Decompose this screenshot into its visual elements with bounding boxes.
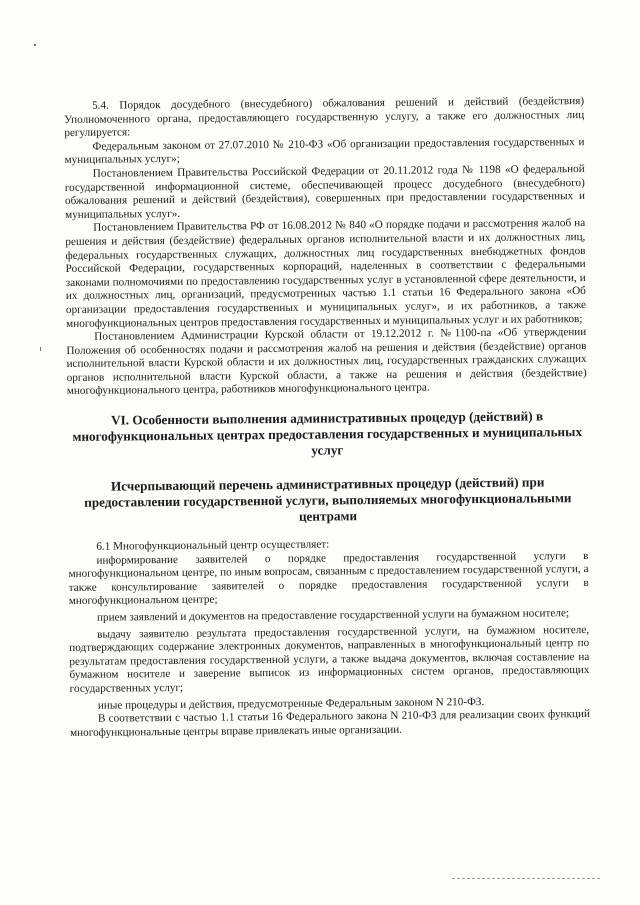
mfc-function-item: информирование заявителей о порядке предоставления государственной услуги в многофункциональном центре, по иным вопросам, связанным с предоставлением государственной услуги, а также консультирование заявителей о порядке предоставления государственной услуги в многофункциональном центре; <box>68 549 589 608</box>
legal-basis-item: Постановлением Правительства РФ от 16.08.2012 № 840 «О порядке подачи и рассмотрения жалоб на решения и действия (бездействие) федеральных органов исполнительной власти и их должностных лиц, федеральных государственных служащих, должностных лиц государственных внебюджетных фондов Российской Федерации, государственных корпораций, наделенных в соответствии с федеральными законами полномочиями по предоставлению государственных услуг в установленной сфере деятельности, и их должностных лиц, организаций, предусмотренных частью 1.1 статьи 16 Федерального закона «Об организации предоставления государственных и муниципальных услуг», и их работников, а также многофункциональных центров предоставления государственных и муниципальных услуг и их работников; <box>65 217 587 330</box>
footer-line <box>452 878 600 879</box>
mfc-function-item: иные процедуры и действия, предусмотренные Федеральным законом N 210-ФЗ. <box>97 695 485 712</box>
mfc-function-item: прием заявлений и документов на предоставление государственной услуги на бумажном носителе; <box>96 607 570 624</box>
document-body <box>64 95 590 740</box>
paragraph-6-1: 6.1 Многофункциональный центр осуществляет: <box>96 538 330 553</box>
section-6-title: VI. Особенности выполнения административных процедур (действий) в многофункциональных центрах предоставления государственных и муниципальных услуг <box>72 408 583 458</box>
legal-basis-item: Постановлением Правительства Российской Федерации от 20.11.2012 года № 1198 «О федеральной государственной информационной системе, обеспечивающей процесс досудебного (внесудебного) обжалования решений и действий (бездействия), совершенных при предоставлении государственных и муниципальных услуг». <box>64 162 586 221</box>
paragraph-5-4: 5.4. Порядок досудебного (внесудебного) обжалования решений и действий (бездействия) Уполномоченного органа, предоставляющего государственную услугу, а также его должностных лиц регулируется: <box>64 95 585 140</box>
scan-speck <box>40 347 41 351</box>
scan-speck <box>34 44 36 46</box>
section-6-subtitle: Исчерпывающий перечень административных процедур (действий) при предоставлении государственной услуги, выполняемых многофункциональными центрами <box>84 474 572 524</box>
closing-paragraph: В соответствии с частью 1.1 статьи 16 Федерального закона N 210-ФЗ для реализации своих функций многофункциональные центры вправе привлекать иные организации. <box>70 708 590 739</box>
legal-basis-item: Федеральным законом от 27.07.2010 № 210-ФЗ «Об организации предоставления государственных и муниципальных услуг»; <box>64 135 585 167</box>
legal-basis-item: Постановлением Администрации Курской области от 19.12.2012 г. №1100-па «Об утверждении Положения об особенностях подачи и рассмотрения жалоб на решения и действия (бездействие) органов исполнительной власти Курской области и их должностных лиц, государственных гражданских служащих органов исполнительной власти Курской области, а также на решения и действия (бездействие) многофункционального центра, работников многофункционального центра. <box>66 326 587 398</box>
mfc-function-item: выдачу заявителю результата предоставления государственной услуги, на бумажном носителе, подтверждающих содержание электронных документов, направленных в многофункциональный центр по результатам предоставления государственной услуги, а также выдача документов, включая составление на бумажном носителе и заверение выписок из информационных систем органов, предоставляющих государственных услуг; <box>69 623 590 695</box>
